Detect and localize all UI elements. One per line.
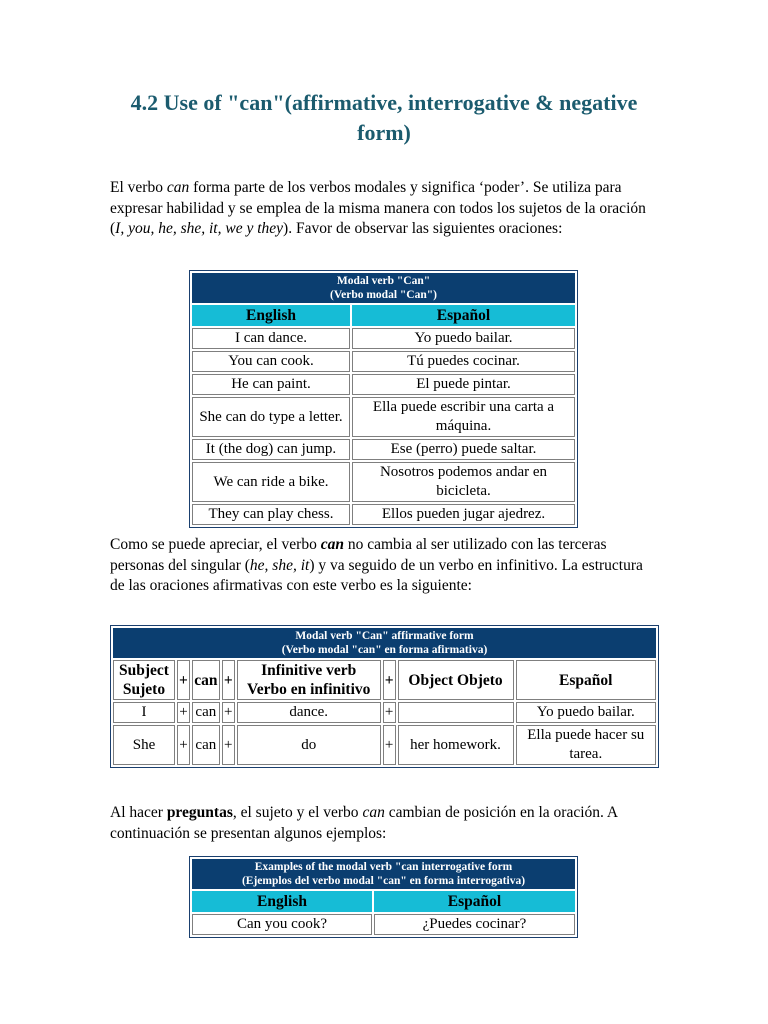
table-cell: They can play chess.	[192, 504, 350, 525]
text-em: I, you, he, she, it, we y they	[115, 220, 284, 237]
caption-line: Examples of the modal verb "can interrogative form	[254, 861, 513, 873]
caption-line: (Verbo modal "Can")	[330, 289, 437, 301]
caption-line: (Ejemplos del verbo modal "can" en forma interrogativa)	[241, 875, 526, 887]
text: forma parte de los verbos modales y significa ‘poder’. Se utiliza para expresar habilidad y se emplea de la misma manera con todos los sujetos de la oración (	[110, 179, 646, 237]
table-row	[113, 702, 656, 723]
table-cell: +	[177, 702, 190, 723]
caption-line: Modal verb "Can"	[336, 275, 431, 287]
table-cell	[398, 702, 514, 723]
table-row	[192, 351, 575, 372]
table-cell: Yo puedo bailar.	[352, 328, 575, 349]
table-interrogative-form	[189, 856, 578, 938]
table-cell: She can do type a letter.	[192, 397, 350, 437]
table-cell: Ella puede hacer su tarea.	[516, 725, 656, 765]
column-header: Object Objeto	[398, 660, 514, 700]
column-header: can	[192, 660, 220, 700]
table-cell: Can you cook?	[192, 914, 372, 935]
table-row	[113, 725, 656, 765]
table-cell: Ella puede escribir una carta a máquina.	[352, 397, 575, 437]
table-row	[192, 397, 575, 437]
table-cell: We can ride a bike.	[192, 462, 350, 502]
column-header: +	[383, 660, 396, 700]
text: , el sujeto y el verbo	[232, 804, 363, 821]
table-cell: +	[222, 702, 235, 723]
text-em: he, she, it	[249, 556, 310, 574]
table-cell: Ellos pueden jugar ajedrez.	[352, 504, 575, 525]
text: ) y va seguido de un verbo en infinitivo. La estructura de las oraciones afirmativas con este verbo es la siguiente:	[110, 556, 643, 594]
table-affirmative-form	[110, 625, 659, 768]
column-header: Infinitive verb Verbo en infinitivo	[237, 660, 381, 700]
column-header: Español	[352, 305, 575, 326]
table-cell: dance.	[237, 702, 381, 723]
table-cell: +	[383, 725, 396, 765]
text: Al hacer	[110, 804, 167, 821]
table-cell: +	[177, 725, 190, 765]
table-row	[192, 504, 575, 525]
column-header: +	[177, 660, 190, 700]
table-cell: It (the dog) can jump.	[192, 439, 350, 460]
table-modal-verb-can	[189, 270, 578, 528]
text-strong: preguntas	[166, 804, 233, 821]
table-cell: Tú puedes cocinar.	[352, 351, 575, 372]
column-header: English	[192, 891, 372, 912]
table-row	[192, 374, 575, 395]
table-cell: I	[113, 702, 175, 723]
table-row	[192, 914, 575, 935]
table-cell: Nosotros podemos andar en bicicleta.	[352, 462, 575, 502]
text: cambian de posición en la oración. A continuación se presentan algunos ejemplos:	[110, 804, 618, 842]
text-strong: can	[320, 536, 344, 553]
table-cell: Yo puedo bailar.	[516, 702, 656, 723]
questions-paragraph	[110, 803, 650, 844]
table-caption	[192, 859, 575, 889]
table-caption	[192, 273, 575, 303]
table-cell: her homework.	[398, 725, 514, 765]
table-cell: +	[383, 702, 396, 723]
table-cell: El puede pintar.	[352, 374, 575, 395]
column-header: Subject Sujeto	[113, 660, 175, 700]
table-cell: Ese (perro) puede saltar.	[352, 439, 575, 460]
column-header: +	[222, 660, 235, 700]
table-cell: You can cook.	[192, 351, 350, 372]
caption-line: (Verbo modal "can" en forma afirmativa)	[281, 644, 488, 656]
column-header: English	[192, 305, 350, 326]
table-caption	[113, 628, 656, 658]
table-cell: ¿Puedes cocinar?	[374, 914, 575, 935]
column-header: Español	[516, 660, 656, 700]
table-cell: do	[237, 725, 381, 765]
text: no cambia al ser utilizado con las terceras personas del singular (	[110, 536, 607, 574]
page-title: 4.2 Use of "can"(affirmative, interrogative & negative form)	[130, 90, 638, 145]
text: ). Favor de observar las siguientes oraciones:	[283, 220, 563, 237]
text: Como se puede apreciar, el verbo	[110, 536, 321, 553]
table-cell: can	[192, 725, 220, 765]
table-row	[192, 439, 575, 460]
text: El verbo	[110, 179, 167, 196]
table-row	[192, 462, 575, 502]
table-row	[192, 328, 575, 349]
table-cell: I can dance.	[192, 328, 350, 349]
text-em: can	[362, 804, 385, 821]
intro-paragraph	[110, 178, 650, 240]
caption-line: Modal verb "Can" affirmative form	[295, 630, 474, 642]
text-em: can	[166, 179, 190, 196]
table-cell: can	[192, 702, 220, 723]
table-cell: She	[113, 725, 175, 765]
column-header: Español	[374, 891, 575, 912]
table-cell: He can paint.	[192, 374, 350, 395]
explanation-paragraph	[110, 535, 650, 597]
table-cell: +	[222, 725, 235, 765]
